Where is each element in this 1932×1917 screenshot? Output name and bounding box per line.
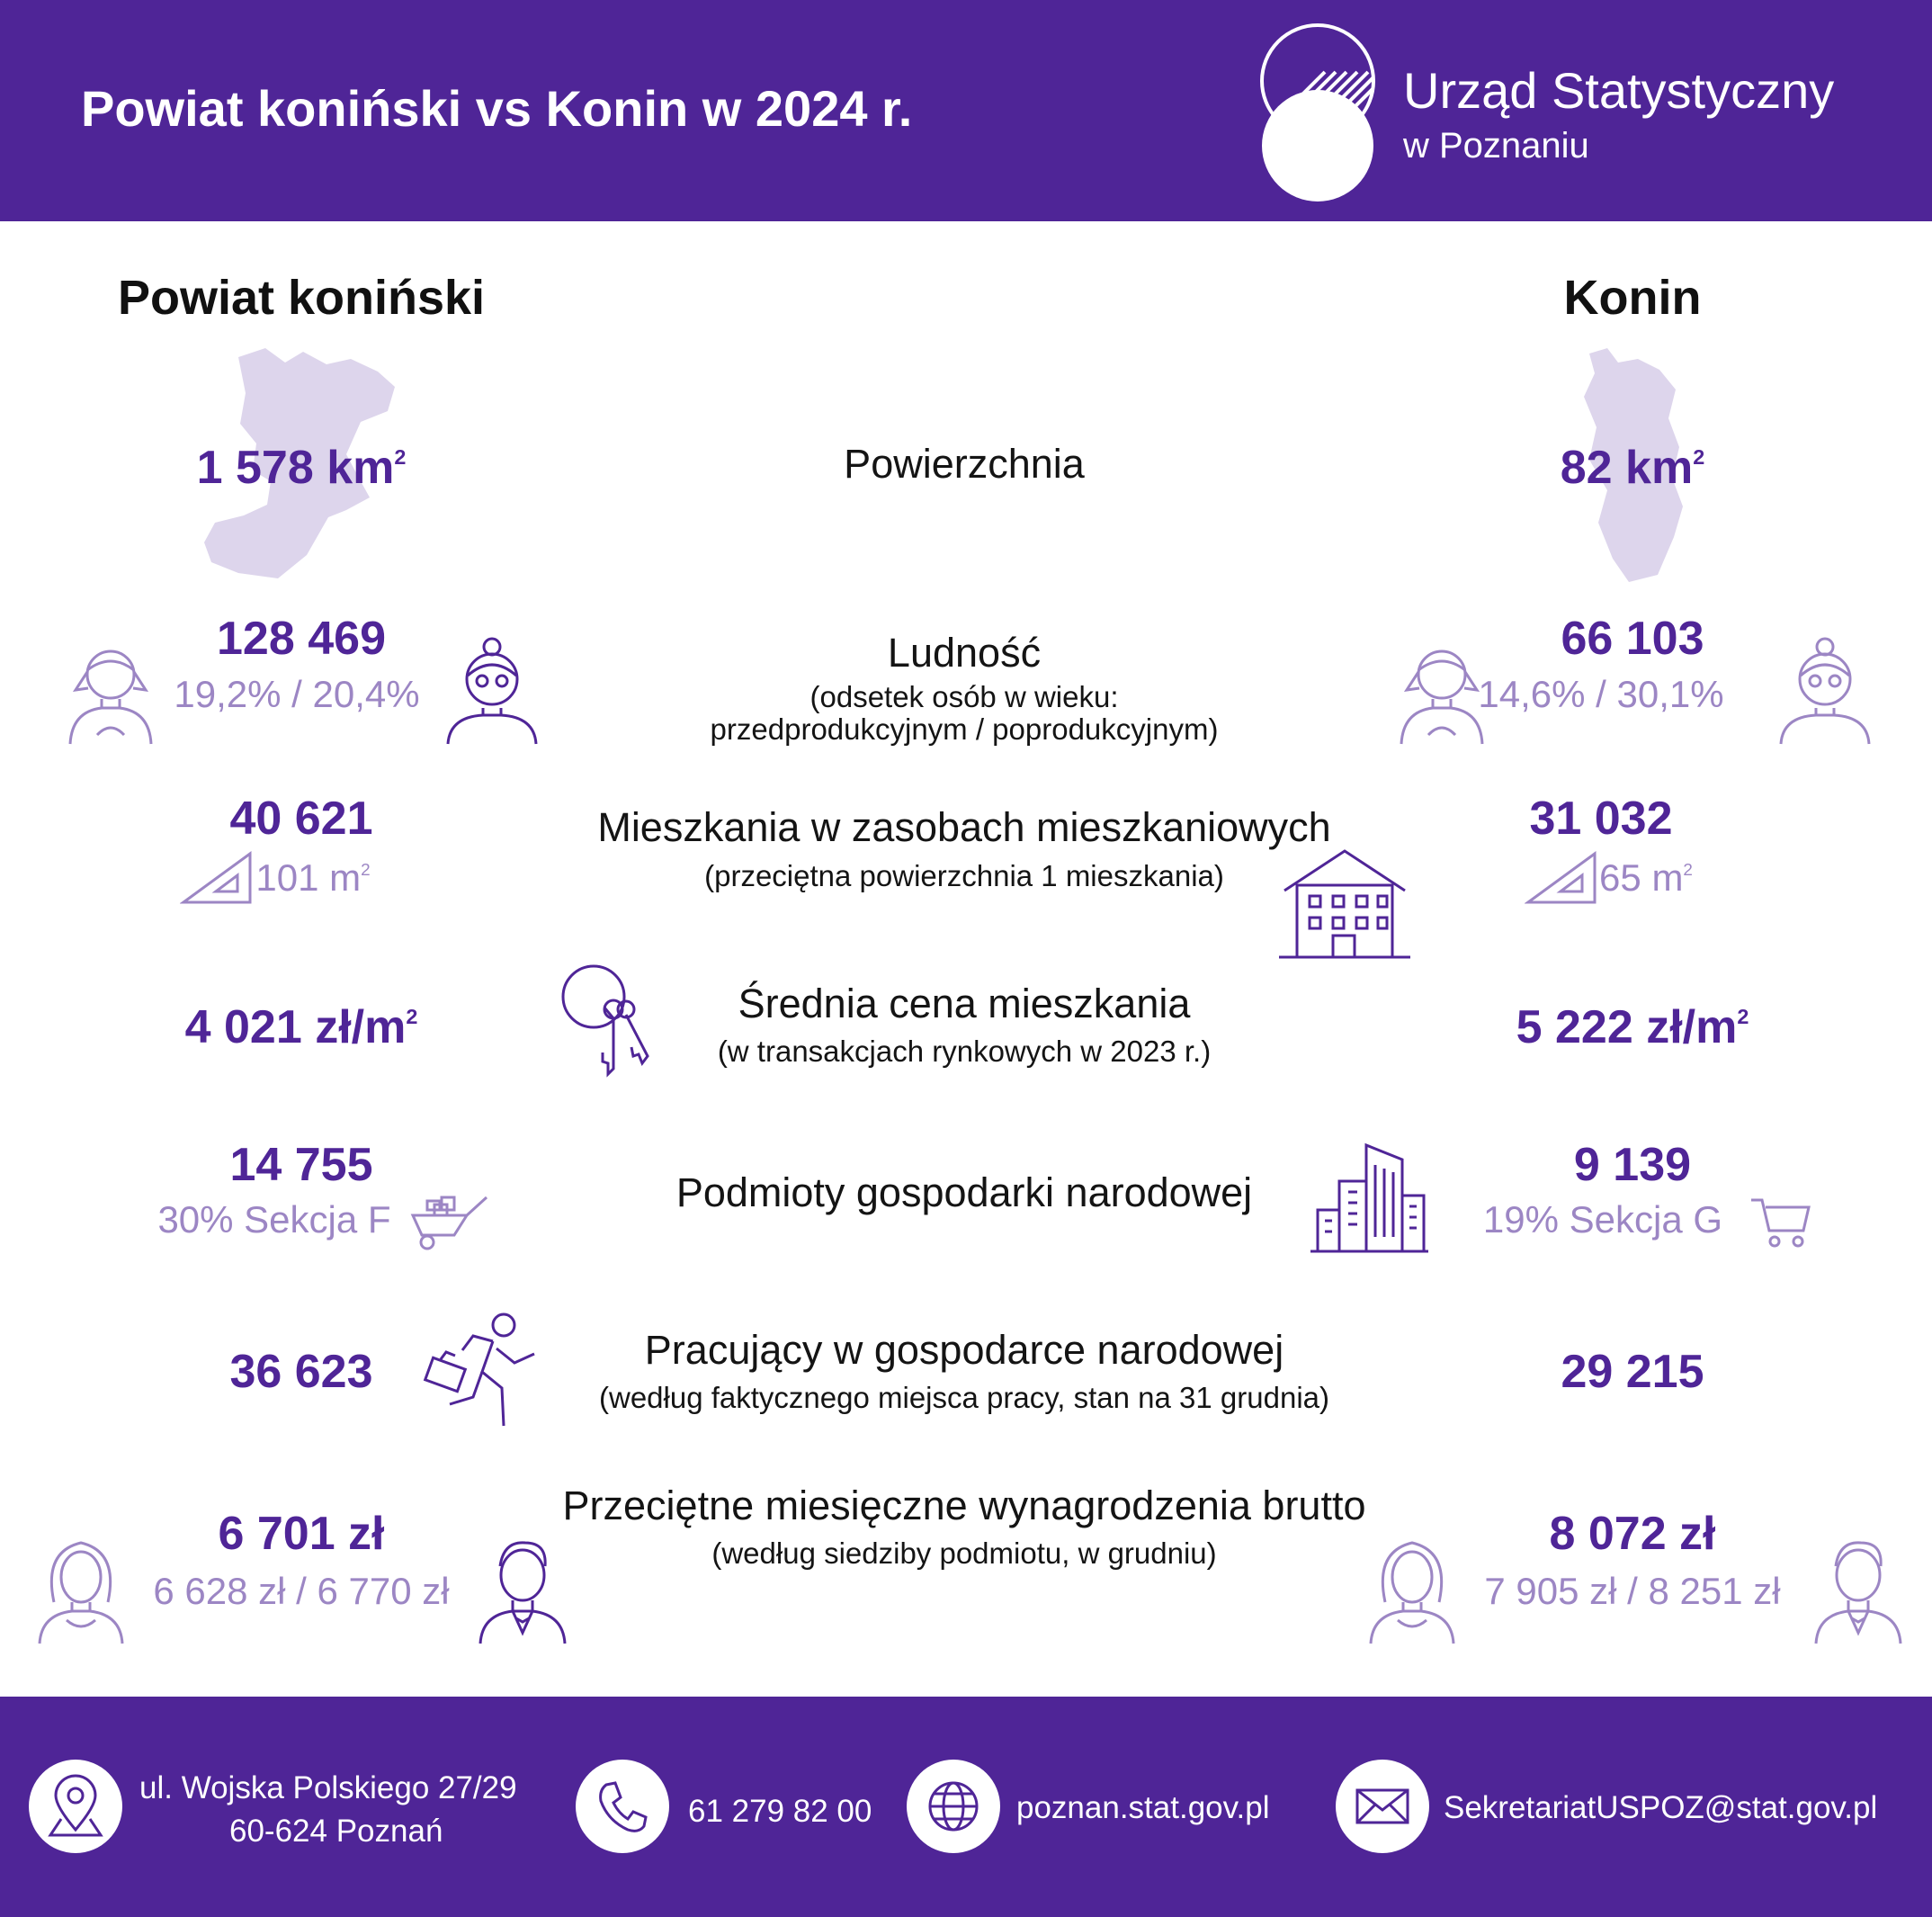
wages-label: Przeciętne miesięczne wynagrodzenia brutto <box>562 1483 1366 1528</box>
running-worker-icon <box>423 1309 549 1430</box>
shopping-cart-icon <box>1749 1195 1812 1250</box>
population-label: Ludność <box>887 630 1042 676</box>
header-bar <box>0 0 1932 221</box>
wages-right-value: 8 072 zł <box>1549 1508 1716 1560</box>
phone-icon-circle <box>576 1760 669 1853</box>
wages-left-value: 6 701 zł <box>218 1508 385 1560</box>
senior-icon <box>441 634 544 747</box>
right-column-title: Konin <box>1563 271 1702 325</box>
email-link[interactable]: SekretariatUSPOZ@stat.gov.pl <box>1444 1790 1878 1825</box>
email-icon-circle <box>1336 1760 1429 1853</box>
employed-right-value: 29 215 <box>1561 1346 1704 1398</box>
address-icon-circle <box>29 1760 122 1853</box>
population-right-value: 66 103 <box>1561 613 1704 665</box>
child-icon <box>1392 634 1491 747</box>
employed-note: (według faktycznego miejsca pracy, stan na 31 grudnia) <box>599 1381 1329 1414</box>
dwellings-right-avg-area: 65 $m^2$ <box>1599 856 1693 899</box>
population-note-line1: (odsetek osób w wieku: <box>809 680 1119 713</box>
office-logo-icon <box>1246 18 1390 207</box>
entities-right-section: 19% Sekcja G <box>1482 1198 1723 1241</box>
wheelbarrow-icon <box>409 1192 490 1250</box>
address-line1: ul. Wojska Polskiego 27/29 <box>139 1770 517 1805</box>
location-pin-icon <box>29 1760 122 1853</box>
footer-bar <box>0 1697 1932 1917</box>
dwellings-label: Mieszkania w zasobach mieszkaniowych <box>597 804 1331 850</box>
wages-note: (według siedziby podmiotu, w grudniu) <box>711 1536 1217 1570</box>
population-right-shares: 14,6% / 30,1% <box>1478 673 1724 715</box>
envelope-icon <box>1336 1760 1429 1853</box>
population-note-line2: przedprodukcyjnym / poprodukcyjnym) <box>710 712 1219 746</box>
population-left-value: 128 469 <box>217 613 386 665</box>
entities-right-value: 9 139 <box>1573 1139 1692 1191</box>
child-icon <box>61 634 160 747</box>
entities-label: Podmioty gospodarki narodowej <box>675 1169 1253 1215</box>
man-icon <box>477 1534 567 1646</box>
website-link[interactable]: poznan.stat.gov.pl <box>1016 1790 1270 1825</box>
woman-icon <box>1367 1534 1457 1646</box>
employed-left-value: 36 623 <box>229 1346 373 1398</box>
dwellings-left-avg-area: 101 $m^2$ <box>255 856 371 899</box>
price-note: (w transakcjach rynkowych w 2023 r.) <box>717 1035 1212 1068</box>
dwellings-right-value: 31 032 <box>1529 793 1673 845</box>
website-icon-circle <box>907 1760 1000 1853</box>
area-left-value: 1 578 $km^2$ <box>196 442 407 494</box>
address-line2: 60-624 Poznań <box>229 1814 443 1849</box>
dwellings-left-value: 40 621 <box>229 793 373 845</box>
wages-left-split: 6 628 zł / 6 770 zł <box>153 1570 450 1612</box>
man-icon <box>1812 1534 1902 1646</box>
dwellings-note: (przeciętna powierzchnia 1 mieszkania) <box>704 859 1224 892</box>
senior-icon <box>1774 634 1877 747</box>
price-label: Średnia cena mieszkania <box>738 981 1191 1026</box>
logo-text-line1: Urząd Statystyczny <box>1403 62 1835 119</box>
area-right-value: 82 $km^2$ <box>1560 442 1705 494</box>
apartment-building-icon <box>1277 846 1412 963</box>
phone-number[interactable]: 61 279 82 00 <box>688 1794 872 1829</box>
employed-label: Pracujący w gospodarce narodowej <box>644 1327 1284 1373</box>
set-square-icon <box>180 850 254 906</box>
keys-icon <box>558 963 670 1084</box>
price-right-value: 5 222 $zł/m^2$ <box>1516 1001 1749 1053</box>
woman-icon <box>36 1534 126 1646</box>
population-left-shares: 19,2% / 20,4% <box>174 673 420 715</box>
page-title: Powiat koniński vs Konin w 2024 r. <box>81 80 913 137</box>
logo-text-line2: w Poznaniu <box>1403 126 1589 166</box>
area-label: Powierzchnia <box>844 441 1085 487</box>
globe-icon <box>907 1760 1000 1853</box>
entities-left-value: 14 755 <box>229 1139 373 1191</box>
office-buildings-icon <box>1309 1138 1430 1255</box>
set-square-icon <box>1525 850 1598 906</box>
wages-right-split: 7 905 zł / 8 251 zł <box>1484 1570 1781 1612</box>
left-column-title: Powiat koniński <box>117 271 486 325</box>
entities-left-section: 30% Sekcja F <box>157 1198 391 1241</box>
phone-icon <box>576 1760 669 1853</box>
price-left-value: 4 021 $zł/m^2$ <box>184 1001 418 1053</box>
